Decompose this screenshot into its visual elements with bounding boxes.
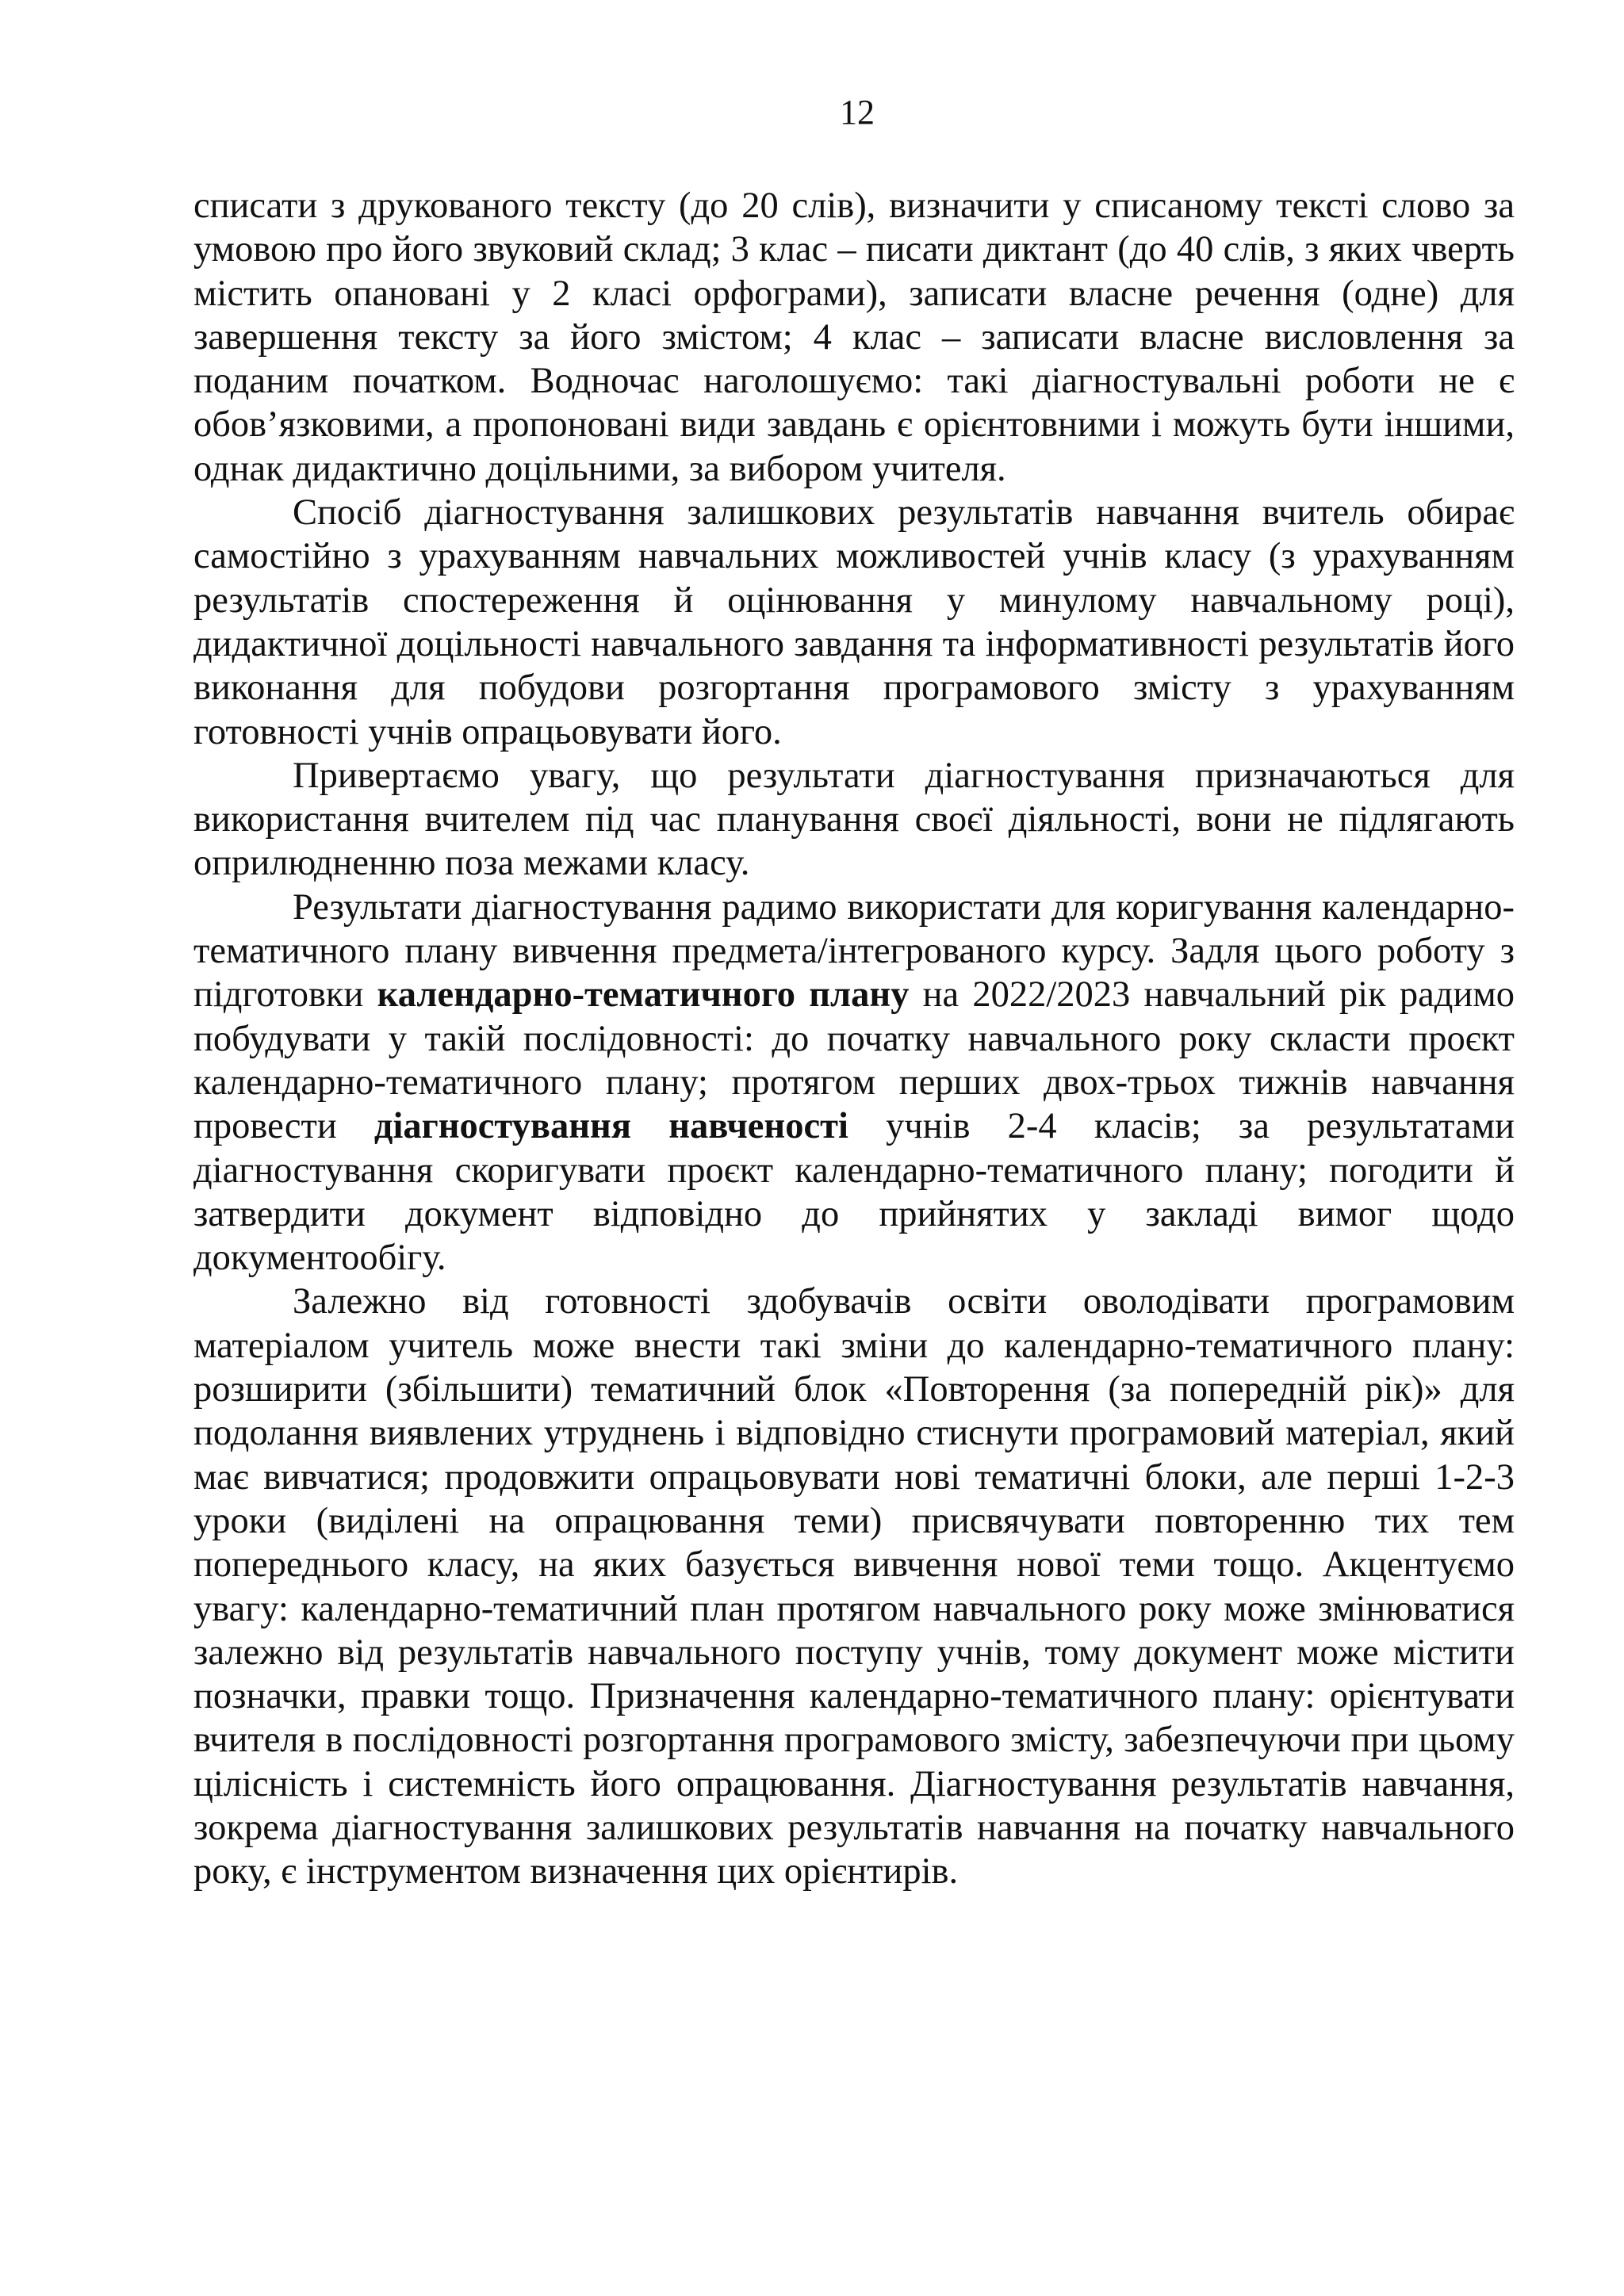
- paragraph-text: на 2022/2023 навчальний рік радимо побудувати у такій послідовності: до початку навчального року скласти проєкт календарно-тематичного плану; протягом перших двох-трьох тижнів навчання провести: [193, 974, 1515, 1147]
- bold-text: діагностування навченості: [373, 1106, 848, 1147]
- paragraph: [193, 754, 1515, 886]
- paragraph: [193, 886, 1515, 1280]
- paragraph-text: списати з друкованого тексту (до 20 слів), визначити у списаному тексті слово за умовою про його звуковий склад; 3 клас – писати диктант (до 40 слів, з яких чверть містить опановані у 2 класі орфограми), записати власне речення (одне) для завершення тексту за його змістом; 4 клас – записати власне висловлення за поданим початком. Водночас наголошуємо: такі діагностувальні роботи не є обов’язковими, а пропоновані види завдань є орієнтовними і можуть бути іншими, однак дидактично доцільними, за вибором учителя.: [193, 186, 1515, 489]
- paragraph-text: Привертаємо увагу, що результати діагностування призначаються для використання вчителем під час планування своєї діяльності, вони не підлягають оприлюдненню поза межами класу.: [193, 755, 1515, 884]
- paragraph-text: Спосіб діагностування залишкових результатів навчання вчитель обирає самостійно з урахуванням навчальних можливостей учнів класу (з урахуванням результатів спостереження й оцінювання у минулому навчальному році), дидактичної доцільності навчального завдання та інформативності результатів його виконання для побудови розгортання програмового змісту з урахуванням готовності учнів опрацьовувати його.: [193, 492, 1515, 752]
- paragraph-text: Результати діагностування радимо використати для коригування календарно-тематичного плану вивчення предмета/інтегрованого курсу. Задля цього роботу з підготовки: [193, 886, 1515, 1016]
- paragraph-text: учнів 2-4 класів; за результатами діагностування скоригувати проєкт календарно-тематичного плану; погодити й затвердити документ відповідно до прийнятих у закладі вимог щодо документообігу.: [193, 1106, 1515, 1279]
- page-number: 12: [840, 93, 875, 132]
- bold-text: календарно-тематичного плану: [377, 974, 910, 1016]
- paragraph: [193, 184, 1515, 491]
- paragraph-text: Залежно від готовності здобувачів освіти оволодівати програмовим матеріалом учитель може внести такі зміни до календарно-тематичного плану: розширити (збільшити) тематичний блок «Повторення (за попередній рік)» для подолання виявлених утруднень і відповідно стиснути програмовий матеріал, який має вивчатися; продовжити опрацьовувати нові тематичні блоки, але перші 1-2-3 уроки (виділені на опрацювання теми) присвячувати повторенню тих тем попереднього класу, на яких базується вивчення нової теми тощо. Акцентуємо увагу: календарно-тематичний план протягом навчального року може змінюватися залежно від результатів навчального поступу учнів, тому документ може містити позначки, правки тощо. Призначення календарно-тематичного плану: орієнтувати вчителя в послідовності розгортання програмового змісту, забезпечуючи при цьому цілісність і системність його опрацювання. Діагностування результатів навчання, зокрема діагностування залишкових результатів навчання на початку навчального року, є інструментом визначення цих орієнтирів.: [193, 1281, 1515, 1892]
- paragraph: [193, 491, 1515, 754]
- paragraph: [193, 1280, 1515, 1893]
- body-text: [193, 184, 1515, 1894]
